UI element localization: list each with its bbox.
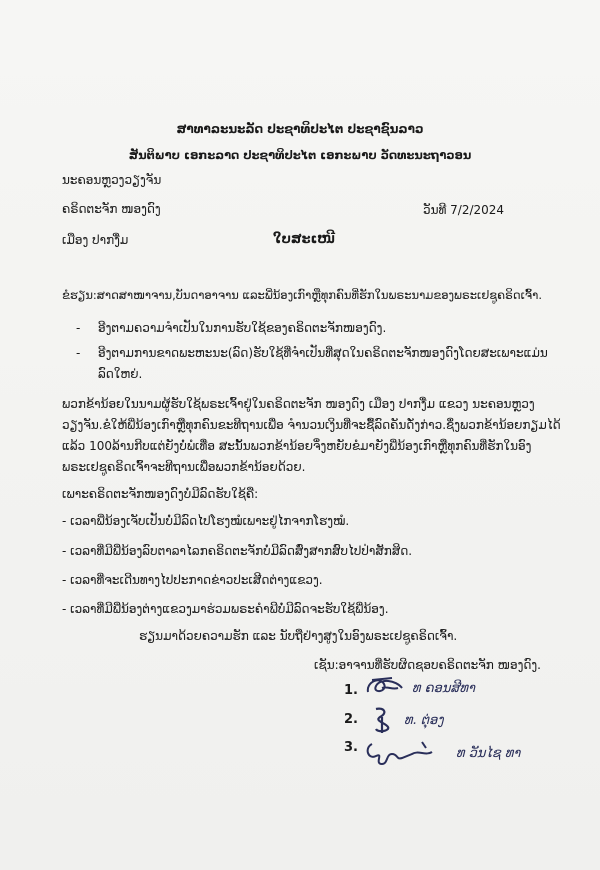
- reason-item: - ເວລາທີ່ຈະເດີນທາງໄປປະກາດຂ່າວປະເສີດຕ່າງແຂວງ.: [62, 573, 323, 587]
- greeting: ຂໍຮຽນ:ສາດສາໜາຈານ,ບັນດາອາຈານ ແລະພີ່ນ້ອງເກົາຫຼືທຸກຄົນທີ່ຮັກໃນພຣະນາມຂອງພຣະເຢຊູຄຣິດເຈົ້າ.: [62, 288, 542, 302]
- bullet-item: [76, 343, 576, 387]
- bullet-item: [76, 318, 576, 342]
- signer-name: ທ. ຕຸ່ອງ: [404, 713, 444, 728]
- closing-line: ຮຽນມາດ້ວຍຄວາມຮັກ ແລະ ນັບຖືຢ່າງສູງໃນອົງພຣະເຢຊູຄຣິດເຈົ້າ.: [139, 629, 458, 643]
- signature-mark: [362, 734, 446, 770]
- bullet-text: ອີງຕາມການຂາດພະຫະນະ(ລົດ)ຮັບໃຊ້ທີ່ຈຳເປັນທີ່ສຸດໃນຄຣິດຕະຈັກໜອງດົງໂດຍສະເພາະແມ່ນລົດໃຫຍ່.: [98, 346, 548, 381]
- republic-header: ສາທາລະນະລັດ ປະຊາທິປະໄຕ ປະຊາຊົນລາວ: [176, 122, 424, 136]
- reason-item: - ເວລາທີ່ມີພີ່ນ້ອງລົບຕາລາໄລກຄຣິດຕະຈັກບໍ່ມີລົດສົ່ງສາກສົບໄປປ່າສັກສິດ.: [62, 544, 413, 558]
- sender-line-2: ຄຣິດຕະຈັກ ໜອງດົງ: [62, 202, 161, 216]
- reasons-intro: ເພາະຄຣິດຕະຈັກໜອງດົງບໍ່ມີລົດຮັບໃຊ້ຄື:: [62, 487, 259, 501]
- signer-name: ທ ຄອນສີທາ: [412, 681, 476, 696]
- bullet-dash: -: [76, 321, 81, 335]
- signer-number: 2.: [344, 712, 358, 727]
- signature-mark: [370, 705, 396, 735]
- bullet-dash: -: [76, 346, 81, 360]
- reason-item: - ເວລາພີ່ນ້ອງເຈັບເປັນບໍ່ມີລົດໄປໂຮງໝໍເພາະຢູ່ໄກຈາກໂຮງໝໍ.: [62, 514, 350, 528]
- document-title: ໃບສະເໜີ: [273, 232, 336, 247]
- reason-item: - ເວລາທີ່ມີພີ່ນ້ອງຕ່າງແຂວງມາຮ່ວມພຣະຄຳພີບໍ່ມີລົດຈະຮັບໃຊ້ພີ່ນ້ອງ.: [62, 602, 389, 616]
- body-paragraph: ພວກຂ້ານ້ອຍໃນນາມຜູ້ຮັບໃຊ້ພຣະເຈົ້າຢູ່ໃນຄຣິດຕະຈັກ ໜອງດົງ ເມືອງ ປາກງື່ມ ແຂວງ ນະຄອນຫຼວງວຽງຈັນ.ຂໍໃຫ້ພີ່ນ້ອງເກົາຫຼືທຸກຄົນຂະທີຖານເພື່ອ ຈຳນວນເງິນທີ່ຈະຊື້ລົດຄັນດັ່ງກ່າວ.ຊຶ່ງພວກຂ້ານ້ອຍກຽມໄດ້ແລ້ວ 100ລ້ານກີບແຕ່ຍັງບໍ່ພໍເທື່ອ ສະນັ້ນພວກຂ້ານ້ອຍຈຶ່ງຫຍັບຂໍມາຍັງພີ່ນ້ອງເກົາຫຼືທຸກຄົນທີ່ຮັກໃນອົງພຣະເຢຊູຄຣິດເຈົ້າຈະທີຖານເພື່ອພວກຂ້ານ້ອຍດ້ວຍ.: [62, 397, 561, 474]
- sender-line-1: ນະຄອນຫຼວງວຽງຈັນ: [62, 173, 162, 187]
- sender-line-3: ເມືອງ ປາກງື່ມ: [62, 233, 129, 247]
- signer-number: 1.: [344, 683, 358, 698]
- motto-header: ສັນຕິພາບ ເອກະລາດ ປະຊາທິປະໄຕ ເອກະພາບ ວັດທະນະຖາວອນ: [128, 148, 472, 162]
- signer-number: 3.: [344, 740, 358, 755]
- signature-mark: [362, 670, 410, 700]
- signer-name: ທ ວັນໄຊ ທາ: [456, 746, 521, 761]
- signers-intro: ເຊັນ:ອາຈານທີ່ຮັບຜິດຊອບຄຣິດຕະຈັກ ໜອງດົງ.: [314, 658, 541, 672]
- document-date: ວັນທີ 7/2/2024: [423, 203, 505, 217]
- bullet-text: ອີງຕາມຄວາມຈຳເປັນໃນການຮັບໃຊ້ຂອງຄຣິດຕະຈັກໜອງດົງ.: [98, 321, 387, 335]
